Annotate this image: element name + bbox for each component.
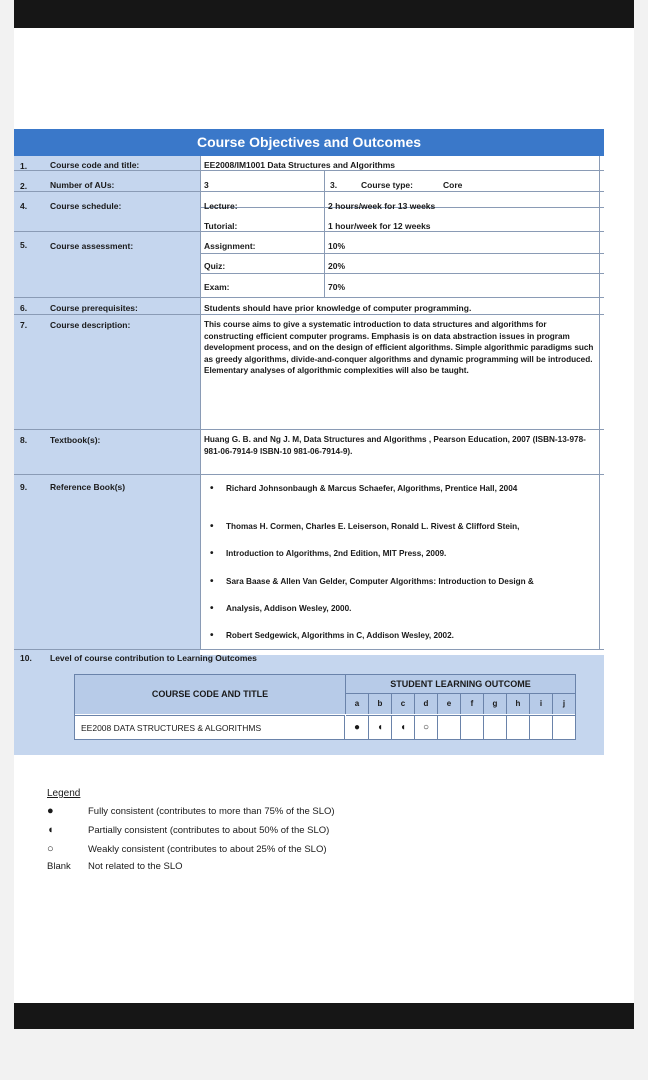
slo-mark: ● <box>346 715 369 740</box>
slo-letter: j <box>553 694 575 714</box>
slo-letter: i <box>530 694 553 714</box>
assessment-exam-value: 70% <box>328 282 346 292</box>
reference-item: • Richard Johnsonbaugh & Marcus Schaefer, Algorithms, Prentice Hall, 2004 <box>204 483 596 494</box>
slo-mark <box>438 715 461 740</box>
label-aus: Number of AUs: <box>50 180 115 190</box>
slo-letter: h <box>507 694 530 714</box>
course-table <box>14 129 604 755</box>
row-number: 1. <box>20 161 28 171</box>
row-number: 8. <box>20 435 28 445</box>
label-schedule: Course schedule: <box>50 201 122 211</box>
value-course-code: EE2008/IM1001 Data Structures and Algorithms <box>204 160 396 170</box>
value-textbook: Huang G. B. and Ng J. M, Data Structures and Algorithms , Pearson Education, 2007 (ISBN-13-978-981-06-7914-9 ISBN-10 981-06-7914-9). <box>204 435 586 456</box>
slo-letter: d <box>415 694 438 714</box>
slo-letter: g <box>484 694 507 714</box>
bottom-bar <box>14 1003 634 1029</box>
schedule-lecture-label: Lecture: <box>204 201 238 211</box>
label-description: Course description: <box>50 320 131 330</box>
schedule-tutorial-value: 1 hour/week for 12 weeks <box>328 221 431 231</box>
legend-text: Not related to the SLO <box>88 861 183 872</box>
assessment-quiz-value: 20% <box>328 261 346 271</box>
reference-item: • Analysis, Addison Wesley, 2000. <box>204 603 596 614</box>
schedule-lecture-value: 2 hours/week for 13 weeks <box>328 201 436 211</box>
row-number: 3. <box>330 180 338 190</box>
legend-text: Weakly consistent (contributes to about 25% of the SLO) <box>88 844 327 855</box>
assessment-assignment-value: 10% <box>328 241 346 251</box>
assessment-exam-label: Exam: <box>204 282 230 292</box>
value-prerequisites: Students should have prior knowledge of computer programming. <box>204 303 472 313</box>
value-aus: 3 <box>204 180 209 190</box>
legend-symbol: Blank <box>47 861 71 872</box>
legend-text: Partially consistent (contributes to about 50% of the SLO) <box>88 825 330 836</box>
slo-letter: f <box>461 694 484 714</box>
row-number: 7. <box>20 320 28 330</box>
schedule-tutorial-label: Tutorial: <box>204 221 238 231</box>
slo-mark <box>461 715 484 740</box>
slo-mark: ○ <box>415 715 438 740</box>
row-number: 2. <box>20 181 28 191</box>
label-course-code: Course code and title: <box>50 160 140 170</box>
slo-letter: e <box>438 694 461 714</box>
label-prerequisites: Course prerequisites: <box>50 303 138 313</box>
legend-symbol: ◖ <box>47 824 54 836</box>
top-bar <box>14 0 634 28</box>
slo-course-name: EE2008 DATA STRUCTURES & ALGORITHMS <box>75 715 345 739</box>
label-contribution: Level of course contribution to Learning Outcomes <box>50 653 257 663</box>
slo-table <box>74 674 576 740</box>
label-assessment: Course assessment: <box>50 241 134 251</box>
slo-mark <box>553 715 575 740</box>
slo-mark <box>484 715 507 740</box>
legend-symbol: ○ <box>47 843 54 855</box>
slo-course-header: COURSE CODE AND TITLE <box>75 675 346 714</box>
slo-letter: c <box>392 694 415 714</box>
table-title: Course Objectives and Outcomes <box>14 129 604 156</box>
slo-outcome-header: STUDENT LEARNING OUTCOME <box>346 675 575 694</box>
label-reference-books: Reference Book(s) <box>50 482 126 492</box>
slo-mark <box>507 715 530 740</box>
row-number: 10. <box>20 653 32 663</box>
slo-mark: ◖ <box>369 715 392 740</box>
label-textbook: Textbook(s): <box>50 435 101 445</box>
row-number: 4. <box>20 201 28 211</box>
legend-symbol: ● <box>47 805 54 817</box>
label-course-type: Course type: <box>361 180 413 190</box>
row-number: 9. <box>20 482 28 492</box>
slo-letter: a <box>346 694 369 714</box>
slo-mark <box>530 715 553 740</box>
row-number: 6. <box>20 303 28 313</box>
slo-mark: ◖ <box>392 715 415 740</box>
reference-item: • Sara Baase & Allen Van Gelder, Computer Algorithms: Introduction to Design & <box>204 576 596 587</box>
reference-item: • Robert Sedgewick, Algorithms in C, Addison Wesley, 2002. <box>204 630 596 641</box>
slo-letter: b <box>369 694 392 714</box>
value-description: This course aims to give a systematic introduction to data structures and algorithms for constructing efficient computer programs. Emphasis is on data abstraction issues in program development process, and on the design of efficient algorithms. Simple algorithmic paradigms such as greedy algorithms, divide-and-conquer algorithms and dynamic programming will be introduced. Elementary analyses of algorithmic complexities will also be taught. <box>204 320 594 376</box>
reference-item: • Introduction to Algorithms, 2nd Edition, MIT Press, 2009. <box>204 548 596 559</box>
value-course-type: Core <box>443 180 463 190</box>
reference-item: • Thomas H. Cormen, Charles E. Leiserson, Ronald L. Rivest & Clifford Stein, <box>204 521 596 532</box>
legend-text: Fully consistent (contributes to more than 75% of the SLO) <box>88 806 335 817</box>
assessment-quiz-label: Quiz: <box>204 261 226 271</box>
legend-title: Legend <box>47 788 81 799</box>
assessment-assignment-label: Assignment: <box>204 241 256 251</box>
row-number: 5. <box>20 240 28 250</box>
